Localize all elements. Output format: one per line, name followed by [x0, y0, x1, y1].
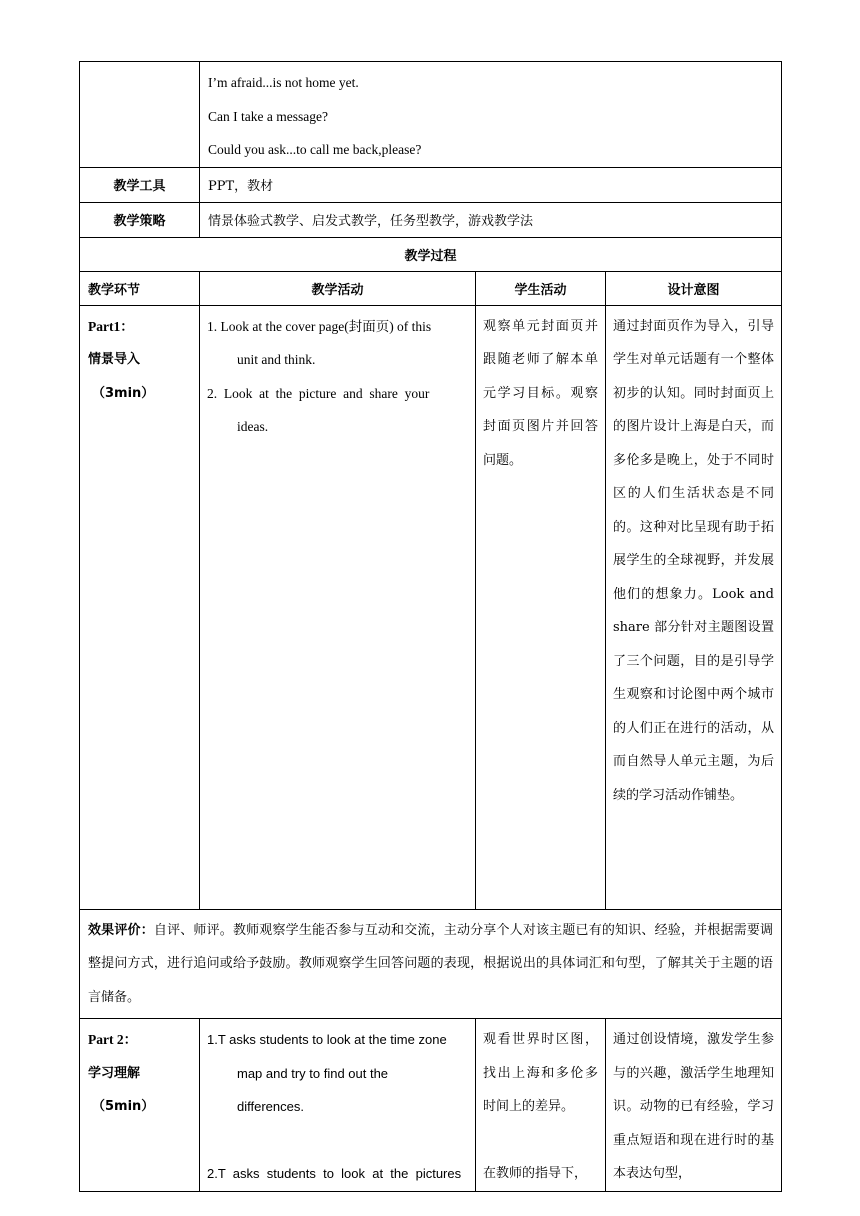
expression-line: Could you ask...to call me back,please? [208, 142, 422, 157]
activity-line: map and try to find out the [237, 1065, 389, 1081]
activity-line: ideas. [237, 419, 269, 434]
header-row [80, 271, 782, 305]
part1-duration: （3min） [92, 385, 155, 401]
part1-student-activity: 观察单元封面页并跟随老师了解本单元学习目标。观察封面页图片并回答问题。 [476, 305, 606, 909]
activity-line: 2. Look at the picture and share your [207, 385, 430, 401]
evaluation-row [80, 909, 782, 1019]
expressions-cell [200, 62, 782, 168]
part1-stage: 情景导入 [88, 352, 141, 367]
part1-activities [200, 305, 476, 909]
part2-duration: （5min） [92, 1099, 155, 1114]
expressions-row [80, 62, 782, 168]
part2-student-activity [476, 1019, 606, 1192]
tools-row [80, 167, 782, 202]
header-design-intent: 设计意图 [606, 271, 782, 305]
part1-name: Part1： [88, 318, 134, 334]
header-student-activity: 学生活动 [476, 271, 606, 305]
activity-line: 2.T asks students to look at the pictures [207, 1165, 462, 1181]
part1-row [80, 305, 782, 909]
strategy-row [80, 202, 782, 237]
evaluation-cell [80, 909, 782, 1019]
evaluation-label: 效果评价： [88, 922, 154, 938]
part2-stage-cell [80, 1019, 200, 1192]
activity-line: differences. [237, 1099, 304, 1114]
tools-value: PPT，教材 [200, 167, 782, 202]
activity-line: 1.T asks students to look at the time zone [207, 1032, 447, 1047]
strategy-label: 教学策略 [80, 202, 200, 237]
part1-stage-cell [80, 305, 200, 909]
activity-item [207, 1023, 469, 1124]
activity-line: unit and think. [237, 352, 316, 367]
part2-stage: 学习理解 [88, 1065, 141, 1081]
header-teacher-activity: 教学活动 [200, 271, 476, 305]
lesson-plan-table [79, 61, 782, 1192]
part1-design-intent: 通过封面页作为导入，引导学生对单元话题有一个整体初步的认知。同时封面页上的图片设计上海是白天，而多伦多是晚上，处于不同时区的人们生活状态是不同的。这种对比呈现有助于拓展学生的全球视野，并发展他们的想象力。Look and share 部分针对主题图设置了三个问题，目的是引导学生观察和讨论图中两个城市的人们正在进行的活动，从而自然导人单元主题，为后续的学习活动作铺垫。 [606, 305, 782, 909]
strategy-value: 情景体验式教学、启发式教学，任务型教学，游戏教学法 [200, 202, 782, 237]
part2-activities [200, 1019, 476, 1192]
expression-line: Can I take a message? [208, 108, 328, 124]
activity-line: 1. Look at the cover page(封面页) of this [207, 318, 432, 334]
part2-student-text: 在教师的指导下， [483, 1165, 588, 1181]
process-title-row [80, 237, 782, 271]
process-title: 教学过程 [80, 237, 782, 271]
part2-name: Part 2： [88, 1032, 138, 1047]
activity-item [207, 1157, 469, 1191]
part2-student-text: 观看世界时区图，找出上海和多伦多时间上的差异。 [483, 1032, 598, 1114]
expression-line: I’m afraid...is not home yet. [208, 75, 359, 90]
header-stage: 教学环节 [80, 271, 200, 305]
tools-label: 教学工具 [80, 167, 200, 202]
part2-row [80, 1019, 782, 1192]
activity-item [207, 377, 469, 444]
part2-design-intent: 通过创设情境，激发学生参与的兴趣，激活学生地理知识。动物的已有经验，学习重点短语和现在进行时的基本表达句型， [606, 1019, 782, 1192]
activity-item [207, 310, 469, 377]
evaluation-text: 自评、师评。教师观察学生能否参与互动和交流，主动分享个人对该主题已有的知识、经验，并根据需要调整提问方式，进行追问或给予鼓励。教师观察学生回答问题的表现，根据说出的具体词汇和句型，了解其关于主题的语言储备。 [88, 922, 774, 1005]
